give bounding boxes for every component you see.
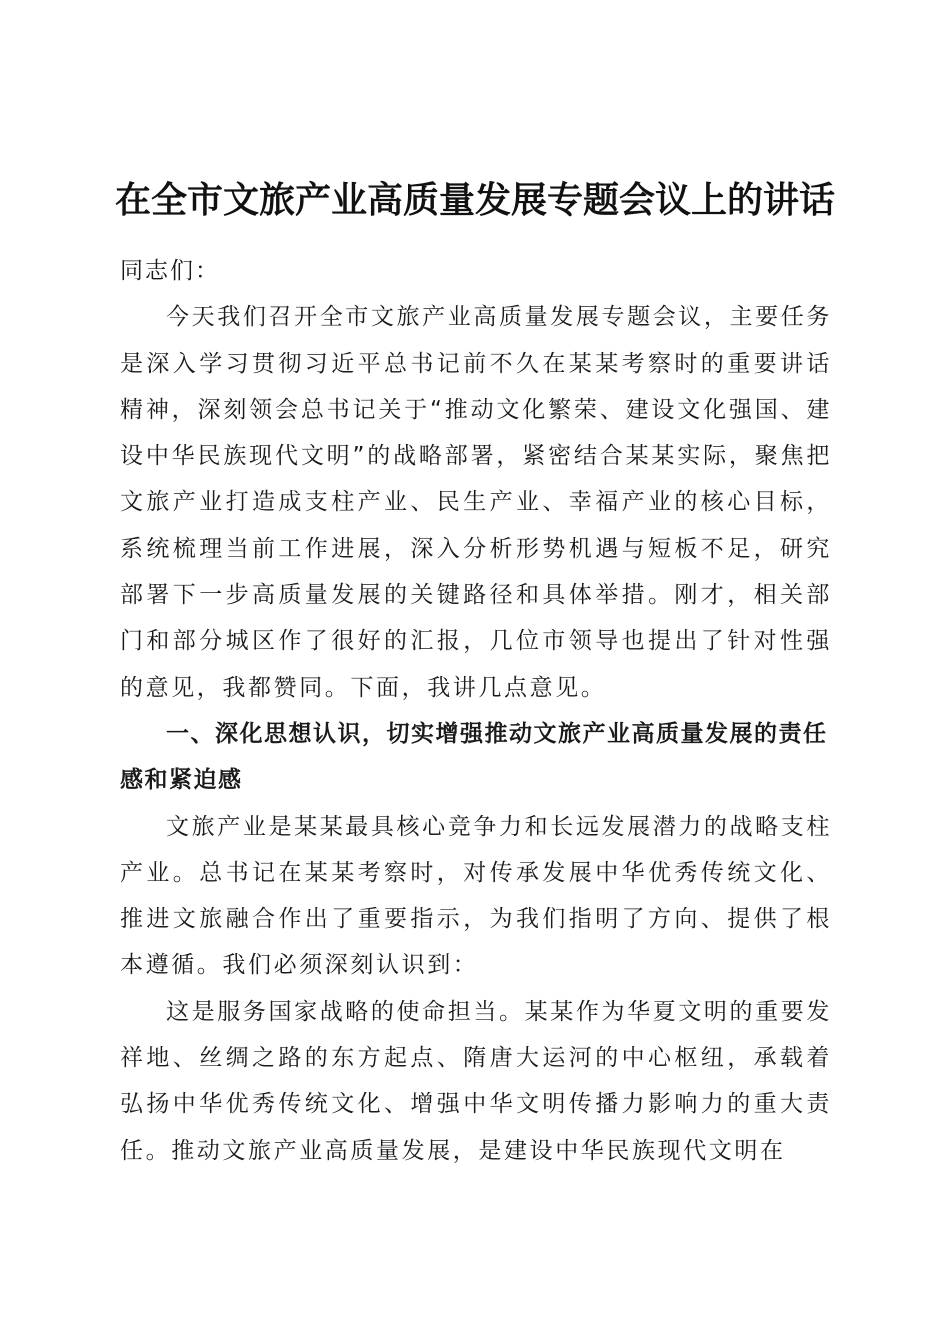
document-body bbox=[120, 248, 832, 1174]
paragraph-intro: 今天我们召开全市文旅产业高质量发展专题会议，主要任务是深入学习贯彻习近平总书记前不久在某某考察时的重要讲话精神，深刻领会总书记关于“推动文化繁荣、建设文化强国、建设中华民族现代文明”的战略部署，紧密结合某某实际，聚焦把文旅产业打造成支柱产业、民生产业、幸福产业的核心目标，系统梳理当前工作进展，深入分析形势机遇与短板不足，研究部署下一步高质量发展的关键路径和具体举措。刚才，相关部门和部分城区作了很好的汇报，几位市领导也提出了针对性强的意见，我都赞同。下面，我讲几点意见。 bbox=[120, 304, 832, 701]
section-heading-1: 一、深化思想认识，切实增强推动文旅产业高质量发展的责任感和紧迫感 bbox=[120, 720, 828, 794]
paragraph-section-1-intro: 文旅产业是某某最具核心竞争力和长远发展潜力的战略支柱产业。总书记在某某考察时，对传承发展中华优秀传统文化、推进文旅融合作出了重要指示，为我们指明了方向、提供了根本遵循。我们必须深刻认识到： bbox=[120, 813, 832, 979]
salutation: 同志们： bbox=[120, 258, 220, 284]
document-title: 在全市文旅产业高质量发展专题会议上的讲话 bbox=[114, 179, 835, 221]
paragraph-mission: 这是服务国家战略的使命担当。某某作为华夏文明的重要发祥地、丝绸之路的东方起点、隋唐大运河的中心枢纽，承载着弘扬中华优秀传统文化、增强中华文明传播力影响力的重大责任。推动文旅产业高质量发展，是建设中华民族现代文明在 bbox=[120, 998, 832, 1164]
